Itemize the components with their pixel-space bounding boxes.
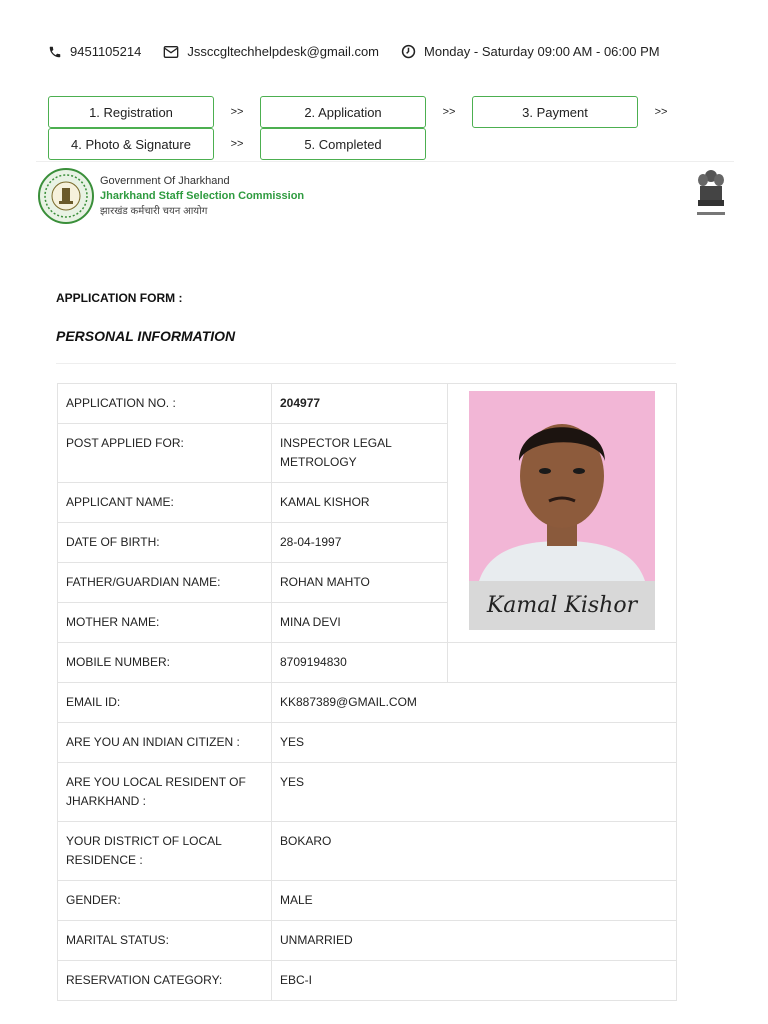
brand-commission-name: Jharkhand Staff Selection Commission bbox=[100, 189, 305, 202]
jssc-logo-icon bbox=[38, 168, 94, 224]
row-value: 204977 bbox=[272, 384, 448, 424]
brand-government: Government Of Jharkhand bbox=[100, 174, 230, 187]
row-label: MARITAL STATUS: bbox=[58, 921, 272, 961]
row-label: MOTHER NAME: bbox=[58, 603, 272, 643]
brand-hindi-name: झारखंड कर्मचारी चयन आयोग bbox=[100, 205, 208, 217]
row-label: MOBILE NUMBER: bbox=[58, 643, 272, 683]
row-label: DATE OF BIRTH: bbox=[58, 523, 272, 563]
step-separator: >> bbox=[230, 138, 244, 150]
table-row bbox=[58, 384, 677, 424]
contact-email[interactable] bbox=[163, 44, 379, 59]
step-registration[interactable]: 1. Registration bbox=[48, 96, 214, 128]
phone-icon bbox=[48, 45, 62, 59]
table-row bbox=[58, 643, 677, 683]
contact-bar bbox=[48, 44, 682, 59]
table-row bbox=[58, 723, 677, 763]
step-application[interactable]: 2. Application bbox=[260, 96, 426, 128]
applicant-signature: Kamal Kishor bbox=[469, 581, 655, 630]
mail-icon bbox=[163, 45, 179, 59]
table-row bbox=[58, 763, 677, 822]
personal-info-table bbox=[57, 383, 677, 1001]
row-label: GENDER: bbox=[58, 881, 272, 921]
step-separator: >> bbox=[442, 106, 456, 118]
table-row bbox=[58, 961, 677, 1001]
table-row bbox=[58, 822, 677, 881]
row-value: EBC-I bbox=[272, 961, 677, 1001]
row-value: 28-04-1997 bbox=[272, 523, 448, 563]
contact-email-text: Jssccgltechhelpdesk@gmail.com bbox=[187, 44, 380, 59]
steps-row-2 bbox=[48, 128, 688, 160]
row-value: MINA DEVI bbox=[272, 603, 448, 643]
applicant-face-image bbox=[469, 391, 655, 581]
row-value: INSPECTOR LEGAL METROLOGY bbox=[272, 424, 448, 483]
clock-icon bbox=[401, 44, 416, 59]
step-photo-signature[interactable]: 4. Photo & Signature bbox=[48, 128, 214, 160]
table-row bbox=[58, 881, 677, 921]
empty-cell bbox=[448, 643, 677, 683]
contact-hours-text: Monday - Saturday 09:00 AM - 06:00 PM bbox=[424, 44, 660, 59]
row-value: BOKARO bbox=[272, 822, 677, 881]
section-divider bbox=[56, 363, 676, 364]
form-title: APPLICATION FORM : bbox=[56, 291, 183, 305]
section-title: PERSONAL INFORMATION bbox=[56, 328, 236, 344]
row-label: POST APPLIED FOR: bbox=[58, 424, 272, 483]
header-divider bbox=[36, 161, 734, 162]
progress-steps bbox=[48, 96, 688, 160]
contact-phone[interactable] bbox=[48, 44, 141, 59]
contact-phone-text: 9451105214 bbox=[70, 44, 142, 59]
table-row bbox=[58, 921, 677, 961]
step-separator: >> bbox=[230, 106, 244, 118]
row-label: ARE YOU LOCAL RESIDENT OF JHARKHAND : bbox=[58, 763, 272, 822]
steps-row-1 bbox=[48, 96, 688, 128]
contact-hours bbox=[401, 44, 660, 59]
row-label: FATHER/GUARDIAN NAME: bbox=[58, 563, 272, 603]
national-emblem-icon bbox=[693, 168, 729, 222]
step-separator: >> bbox=[654, 106, 668, 118]
applicant-photo bbox=[469, 391, 655, 630]
row-label: APPLICANT NAME: bbox=[58, 483, 272, 523]
row-value: YES bbox=[272, 723, 677, 763]
row-value: 8709194830 bbox=[272, 643, 448, 683]
row-value: ROHAN MAHTO bbox=[272, 563, 448, 603]
row-value: KAMAL KISHOR bbox=[272, 483, 448, 523]
row-value: UNMARRIED bbox=[272, 921, 677, 961]
row-value: KK887389@GMAIL.COM bbox=[272, 683, 677, 723]
row-value: YES bbox=[272, 763, 677, 822]
row-label: ARE YOU AN INDIAN CITIZEN : bbox=[58, 723, 272, 763]
step-completed[interactable]: 5. Completed bbox=[260, 128, 426, 160]
step-payment[interactable]: 3. Payment bbox=[472, 96, 638, 128]
row-label: YOUR DISTRICT OF LOCAL RESIDENCE : bbox=[58, 822, 272, 881]
photo-cell bbox=[448, 384, 677, 643]
table-row bbox=[58, 683, 677, 723]
row-label: RESERVATION CATEGORY: bbox=[58, 961, 272, 1001]
row-label: APPLICATION NO. : bbox=[58, 384, 272, 424]
row-value: MALE bbox=[272, 881, 677, 921]
brand bbox=[38, 168, 304, 224]
row-label: EMAIL ID: bbox=[58, 683, 272, 723]
brand-text bbox=[100, 174, 304, 219]
